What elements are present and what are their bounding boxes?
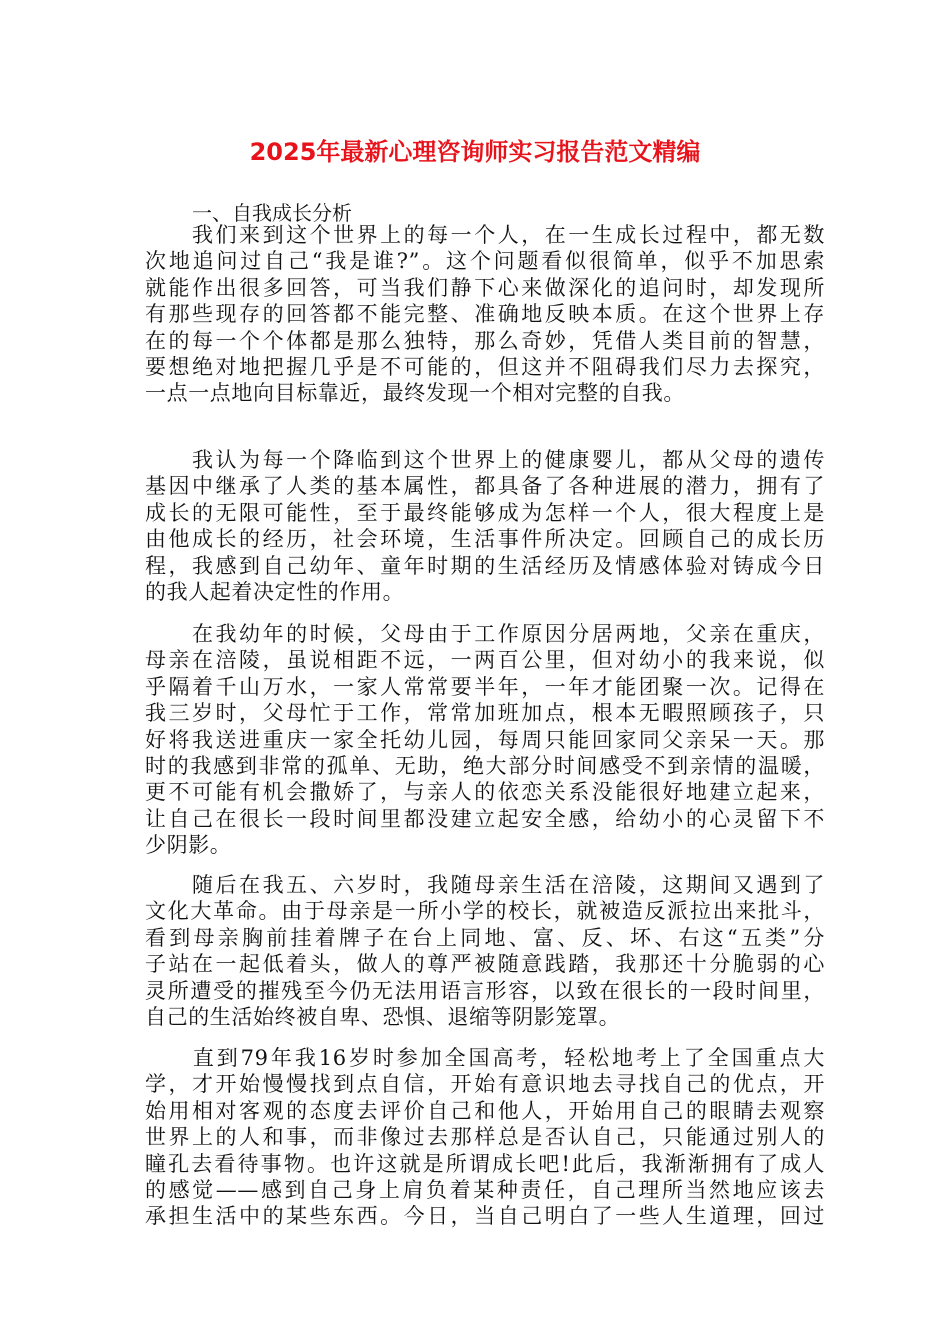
paragraph-line: 次地追问过自己“我是谁?”。这个问题看似很简单，似乎不加思索 bbox=[145, 249, 825, 274]
paragraph-line: 我认为每一个降临到这个世界上的健康婴儿，都从父母的遗传 bbox=[145, 448, 825, 472]
paragraph-line: 成长的无限可能性，至于最终能够成为怎样一个人，很大程度上是 bbox=[145, 500, 825, 525]
paragraph-5 bbox=[145, 1045, 825, 1230]
paragraph-line: 母亲在涪陵，虽说相距不远，一两百公里，但对幼小的我来说，似 bbox=[145, 648, 825, 673]
paragraph-line: 时的我感到非常的孤单、无助，绝大部分时间感受不到亲情的温暖， bbox=[145, 753, 825, 778]
paragraph-line: 灵所遭受的摧残至今仍无法用语言形容，以致在很长的一段时间里， bbox=[145, 978, 825, 1003]
document-title: 2025年最新心理咨询师实习报告范文精编 bbox=[249, 138, 701, 166]
paragraph-line: 好将我送进重庆一家全托幼儿园，每周只能回家同父亲呆一天。那 bbox=[145, 727, 825, 752]
paragraph-line: 让自己在很长一段时间里都没建立起安全感，给幼小的心灵留下不 bbox=[145, 806, 825, 831]
paragraph-line: 文化大革命。由于母亲是一所小学的校长，就被造反派拉出来批斗， bbox=[145, 899, 825, 924]
paragraph-line: 承担生活中的某些东西。今日，当自己明白了一些人生道理，回过 bbox=[145, 1204, 825, 1229]
paragraph-line: 要想绝对地把握几乎是不可能的，但这并不阻碍我们尽力去探究， bbox=[145, 354, 825, 379]
paragraph-line: 在我幼年的时候，父母由于工作原因分居两地，父亲在重庆， bbox=[145, 622, 825, 646]
paragraph-line: 自己的生活始终被自卑、恐惧、退缩等阴影笼罩。 bbox=[145, 1004, 621, 1029]
paragraph-line: 随后在我五、六岁时，我随母亲生活在涪陵，这期间又遇到了 bbox=[145, 873, 825, 897]
paragraph-line: 乎隔着千山万水，一家人常常要半年，一年才能团聚一次。记得在 bbox=[145, 674, 825, 699]
paragraph-3 bbox=[145, 621, 825, 859]
paragraph-line: 由他成长的经历，社会环境，生活事件所决定。回顾自己的成长历 bbox=[145, 527, 825, 552]
paragraph-line: 直到79年我16岁时参加全国高考，轻松地考上了全国重点大 bbox=[145, 1046, 825, 1070]
paragraph-line: 少阴影。 bbox=[145, 833, 232, 858]
paragraph-line: 子站在一起低着头，做人的尊严被随意践踏，我那还十分脆弱的心 bbox=[145, 952, 825, 977]
paragraph-line: 的感觉——感到自己身上肩负着某种责任，自己理所当然地应该去 bbox=[145, 1177, 825, 1202]
paragraph-line: 世界上的人和事，而非像过去那样总是否认自己，只能通过别人的 bbox=[145, 1125, 825, 1150]
paragraph-line: 一点一点地向目标靠近，最终发现一个相对完整的自我。 bbox=[145, 381, 685, 406]
paragraph-line: 基因中继承了人类的基本属性，都具备了各种进展的潜力，拥有了 bbox=[145, 474, 825, 499]
paragraph-line: 我们来到这个世界上的每一个人，在一生成长过程中，都无数 bbox=[145, 223, 825, 247]
paragraph-4 bbox=[145, 872, 825, 1030]
paragraph-line: 我三岁时，父母忙于工作，常常加班加点，根本无暇照顾孩子，只 bbox=[145, 701, 825, 726]
paragraph-1 bbox=[145, 222, 825, 407]
paragraph-line: 学，才开始慢慢找到点自信，开始有意识地去寻找自己的优点，开 bbox=[145, 1072, 825, 1097]
paragraph-line: 就能作出很多回答，可当我们静下心来做深化的追问时，却发现所 bbox=[145, 275, 825, 300]
paragraph-line: 更不可能有机会撒娇了，与亲人的依恋关系没能很好地建立起来， bbox=[145, 780, 825, 805]
paragraph-line: 程，我感到自己幼年、童年时期的生活经历及情感体验对铸成今日 bbox=[145, 553, 825, 578]
section-heading: 一、自我成长分析 bbox=[192, 201, 352, 225]
paragraph-line: 的我人起着决定性的作用。 bbox=[145, 579, 405, 604]
paragraph-line: 有那些现存的回答都不能完整、准确地反映本质。在这个世界上存 bbox=[145, 302, 825, 327]
paragraph-line: 始用相对客观的态度去评价自己和他人，开始用自己的眼睛去观察 bbox=[145, 1098, 825, 1123]
paragraph-line: 看到母亲胸前挂着牌子在台上同地、富、反、坏、右这“五类”分 bbox=[145, 925, 825, 950]
paragraph-line: 在的每一个个体都是那么独特，那么奇妙，凭借人类目前的智慧， bbox=[145, 328, 825, 353]
paragraph-2 bbox=[145, 447, 825, 605]
paragraph-line: 瞳孔去看待事物。也许这就是所谓成长吧!此后，我渐渐拥有了成人 bbox=[145, 1151, 825, 1176]
